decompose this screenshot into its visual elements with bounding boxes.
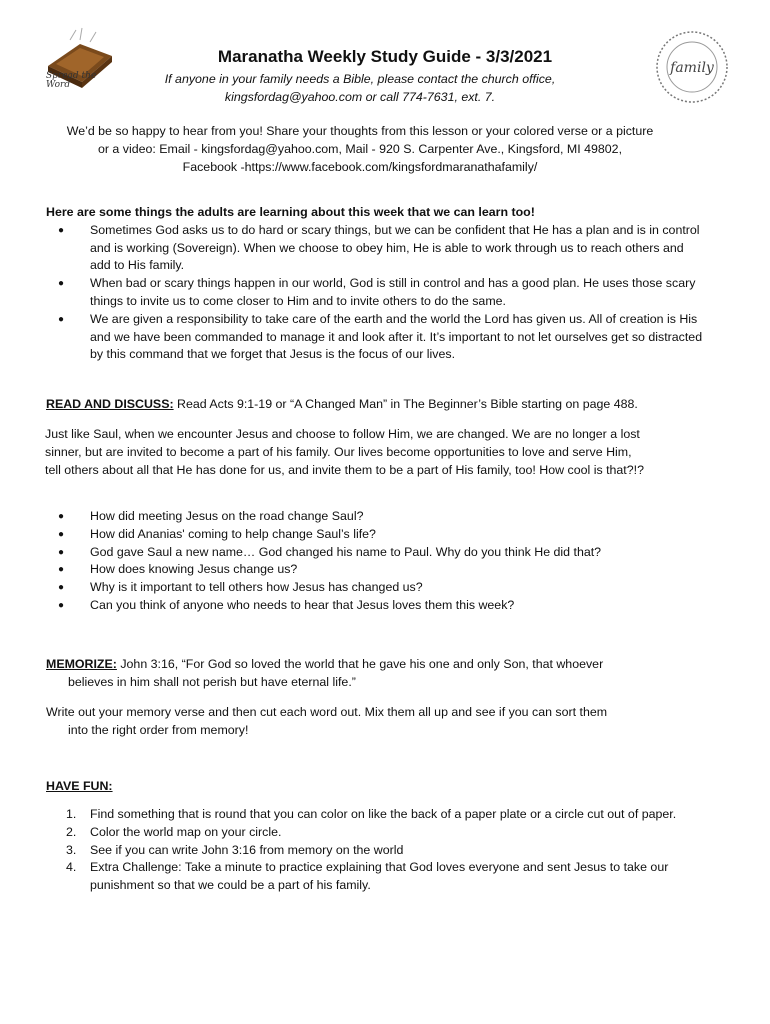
list-item: ● When bad or scary things happen in our world, God is still in control and has a good plan. He uses those scary things to invite us to come closer to Him and to invite others to do the same. [46,275,706,311]
contact-line-3: Facebook -https://www.facebook.com/kingsfordmaranathafamily/ [182,160,538,174]
fun-list [46,806,706,895]
list-item: ● We are given a responsibility to take care of the earth and the world the Lord has given us. All of creation is His and we have been commanded to manage it and look after it. It’s important to not let ourselves get so distracted by this command that we forget that Jesus is the focus of our lives. [46,311,706,364]
list-item: ● Sometimes God asks us to do hard or scary things, but we can be confident that He has a plan and is in control and is working (Sovereign). When we choose to obey him, He is able to work through us to reach others and add to His family. [46,222,706,275]
fun-list-section [46,806,706,895]
item-text: Extra Challenge: Take a minute to practice explaining that God loves everyone and sent Jesus to take our punishment so that we could be a part of his family. [90,860,669,893]
list-item [46,824,706,842]
subtitle [140,70,580,106]
page-title: Maranatha Weekly Study Guide - 3/3/2021 [217,47,553,66]
logo-left-text: Spread the Word [46,71,97,90]
fun-section [46,778,706,796]
contact-line-2: or a video: Email - kingsfordag@yahoo.com, Mail - 920 S. Carpenter Ave., Kingsford, MI 49802, [97,142,623,156]
adults-section [46,204,706,364]
read-body: Just like Saul, when we encounter Jesus and choose to follow Him, we are changed. We are no longer a lost sinner, but are invited to become a part of his family. Our lives become opportunities to love and serve Him, tell others about all that He has done for us, and invite them to be a part of His family, too! How cool is that?!? [45,427,644,477]
instr-line-1: Write out your memory verse and then cut each word out. Mix them all up and see if you can sort them [46,705,608,719]
read-label: READ AND DISCUSS: [46,397,174,411]
list-item [46,842,706,860]
read-text: Read Acts 9:1-19 or “A Changed Man” in The Beginner’s Bible starting on page 488. [173,397,638,411]
read-line [46,396,706,414]
memorize-section [46,656,706,692]
memorize-text-1: John 3:16, “For God so loved the world that he gave his one and only Son, that whoever [116,657,604,671]
item-number: 1. [66,807,77,821]
item-number: 2. [66,824,77,839]
list-item [46,806,706,824]
item-text: Color the world map on your circle. [90,824,282,839]
memorize-line-1 [46,656,706,674]
adults-list [46,222,706,364]
read-section [46,396,706,414]
instr-line-2: into the right order from memory! [68,722,249,737]
list-item: ● How did meeting Jesus on the road change Saul? [46,508,706,526]
contact-block [40,122,680,176]
list-item [46,859,706,895]
subtitle-line-1: If anyone in your family needs a Bible, please contact the church office, [164,72,556,86]
list-item: ● Can you think of anyone who needs to hear that Jesus loves them this week? [46,597,706,615]
contact-line-1: We’d be so happy to hear from you! Share your thoughts from this lesson or your colored verse or a picture [66,124,654,138]
item-number: 3. [66,842,77,857]
read-paragraph [45,426,645,479]
list-item: ● Why is it important to tell others how Jesus has changed us? [46,579,706,597]
item-text: Find something that is round that you can color on like the back of a paper plate or a circle cut out of paper. [90,807,677,821]
memorize-instructions [46,704,706,740]
seal-text: family [670,60,714,76]
memorize-line-2: believes in him shall not perish but have eternal life.” [68,674,356,689]
list-item: ● How does knowing Jesus change us? [46,561,706,579]
subtitle-line-2: kingsfordag@yahoo.com or call 774-7631, ext. 7. [224,90,496,104]
adults-heading: Here are some things the adults are learning about this week that we can learn too! [46,205,535,219]
list-item: ● How did Ananias' coming to help change Saul’s life? [46,526,706,544]
questions-section [46,508,706,615]
questions-list [46,508,706,615]
fun-label: HAVE FUN: [46,779,113,793]
item-number: 4. [66,860,77,875]
list-item: ● God gave Saul a new name… God changed his name to Paul. Why do you think He did that? [46,544,706,562]
item-text: See if you can write John 3:16 from memory on the world [90,842,404,857]
memorize-label: MEMORIZE: [46,657,117,671]
